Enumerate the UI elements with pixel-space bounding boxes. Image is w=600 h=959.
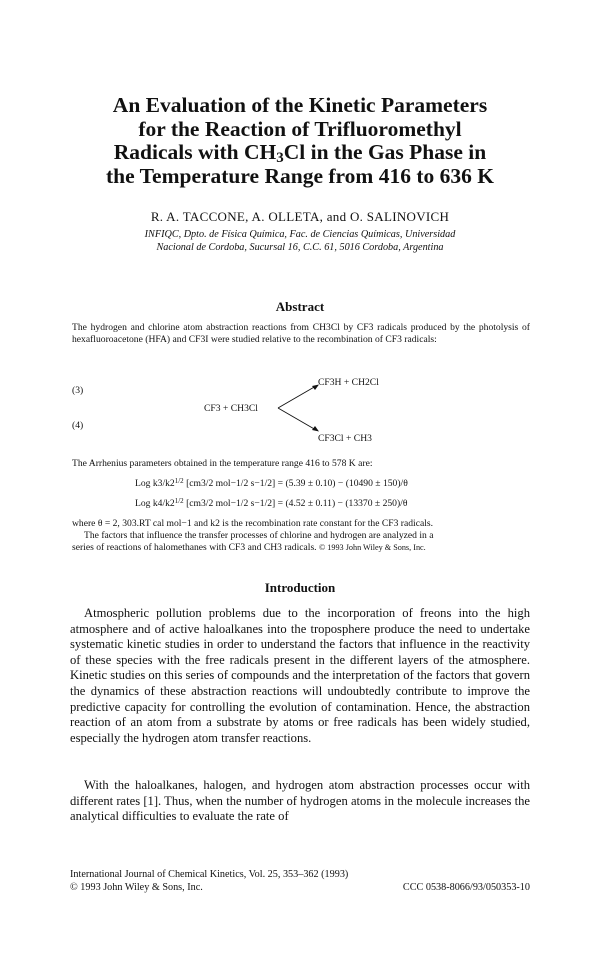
introduction-paragraph-2: With the haloalkanes, halogen, and hydrogen atom abstraction processes occur with different rates [1]. Thus, when the number of hydrogen atoms in the molecule increases the analytical difficulties to evaluate the rate of (70, 778, 530, 824)
introduction-heading: Introduction (264, 580, 336, 595)
arrow-up-head (312, 385, 319, 391)
where-line-1: where θ = 2, 303.RT cal mol−1 and k2 is the recombination rate constant for the CF3 radicals. (72, 518, 434, 529)
reaction-number-3: (3) (72, 385, 84, 396)
reaction-branch-arrows (276, 382, 322, 434)
abstract-copyright: © 1993 John Wiley & Sons, Inc. (319, 543, 426, 553)
arrhenius-intro: The Arrhenius parameters obtained in the temperature range 416 to 578 K are: (72, 458, 373, 469)
affiliation-line-2: Nacional de Cordoba, Sucursal 16, C.C. 61, 5016 Cordoba, Argentina (156, 242, 444, 253)
abstract-heading: Abstract (275, 299, 325, 314)
reactants: CF3 + CH3Cl (204, 403, 258, 414)
page-footer (70, 869, 530, 894)
footer-ccc: CCC 0538-8066/93/050353-10 (402, 881, 530, 893)
title-line-2: for the Reaction of Trifluoromethyl (138, 116, 462, 141)
title-line-1: An Evaluation of the Kinetic Parameters (112, 93, 488, 117)
paper-title (70, 94, 530, 188)
abstract-paragraph: The hydrogen and chlorine atom abstraction reactions from CH3Cl by CF3 radicals produced by the photolysis of hexafluoroacetone (HFA) and CF3I were studied relative to the recombination of CF3 radicals: (72, 322, 530, 346)
arrow-up-line (278, 386, 316, 408)
product-3: CF3H + CH2Cl (318, 377, 379, 388)
arrow-down-line (278, 408, 316, 430)
where-line-2: The factors that influence the transfer processes of chlorine and hydrogen are analyzed in a (84, 530, 434, 542)
abstract-closing (72, 518, 532, 555)
equation-k4: Log $k4/k2^{1/2}$ [cm3/2 mol−1/2 s−1/2] = (4.52 ± 0.11) − (13370 ± 250)/θ (135, 497, 408, 509)
title-line-3: Radicals with $CH_3Cl$ in the Gas Phase in (113, 140, 487, 166)
where-line-3: series of reactions of halomethanes with CF3 and CH3 radicals. © 1993 John Wiley & Sons, Inc. (72, 542, 426, 554)
footer-copyright: © 1993 John Wiley & Sons, Inc. (70, 881, 203, 893)
product-4: CF3Cl + CH3 (318, 433, 372, 444)
arrow-down-head (312, 426, 319, 432)
affiliation-line-1: INFIQC, Dpto. de Física Química, Fac. de Ciencias Químicas, Universidad (144, 229, 456, 240)
authors: R. A. TACCONE, A. OLLETA, and O. SALINOVICH (150, 209, 450, 224)
reaction-number-4: (4) (72, 420, 84, 431)
affiliation (60, 228, 540, 254)
footer-journal: International Journal of Chemical Kinetics, Vol. 25, 353–362 (1993) (70, 869, 349, 880)
introduction-paragraph-1: Atmospheric pollution problems due to the incorporation of freons into the high atmosphere and of active haloalkanes into the troposphere produce the need to undertake systematic kinetic studies in order to understand the factors that influence in the reactivity of these species with the free radicals present in the different layers of the atmosphere. Kinetic studies on this series of compounds and the interpretation of the factors that govern the dynamics of these abstraction reactions will undoubtedly contribute to improve the predictive capacity for controlling the evolution of contamination. Hence, the abstraction reaction of an atom from a substrate by atoms or free radicals has been widely studied, especially the hydrogen atom transfer reactions. (70, 606, 530, 745)
title-line-4: the Temperature Range from 416 to 636 K (106, 163, 494, 188)
equation-k3: Log $k3/k2^{1/2}$ [cm3/2 mol−1/2 s−1/2] = (5.39 ± 0.10) − (10490 ± 150)/θ (135, 477, 408, 489)
